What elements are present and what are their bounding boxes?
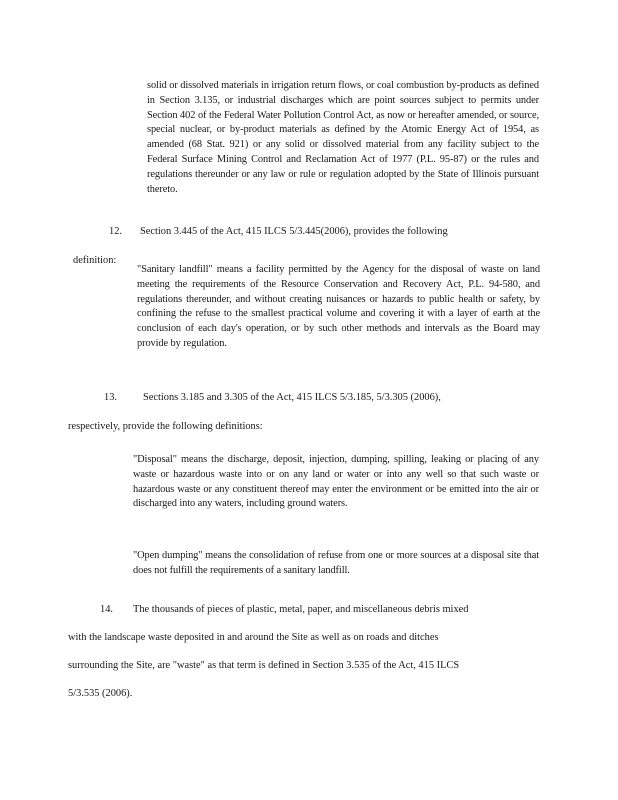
para14-line2: with the landscape waste deposited in and around the Site as well as on roads and ditches — [68, 632, 439, 643]
para12-continuation: definition: — [73, 255, 117, 266]
para14-line1: The thousands of pieces of plastic, metal, paper, and miscellaneous debris mixed — [133, 604, 469, 615]
disposal-definition-quote: "Disposal" means the discharge, deposit, injection, dumping, spilling, leaking or placing of any waste or hazardous waste into or on any land or water or into any well so that such waste or hazardous waste or any constituent thereof may enter the environment or be emitted into the air or discharged into any waters, including ground waters. — [133, 454, 539, 510]
open-dumping-definition-quote: "Open dumping" means the consolidation of refuse from one or more sources at a disposal site that does not fulfill the requirements of a sanitary landfill. — [133, 550, 539, 576]
para12-number: 12. — [109, 226, 122, 237]
para13-text: Sections 3.185 and 3.305 of the Act, 415 ILCS 5/3.185, 5/3.305 (2006), — [143, 392, 441, 403]
para14-line3: surrounding the Site, are "waste" as that term is defined in Section 3.535 of the Act, 415 ILCS — [68, 660, 460, 671]
sanitary-landfill-quote: "Sanitary landfill" means a facility permitted by the Agency for the disposal of waste on land meeting the requirements of the Resource Conservation and Recovery Act, P.L. 94-580, and regulations thereunder, and without creating nuisances or hazards to public health or safety, by confining the refuse to the smallest practical volume and covering it with a layer of earth at the conclusion of each day's operation, or by such other methods and intervals as the Board may provide by regulation. — [137, 264, 540, 349]
para13-continuation: respectively, provide the following definitions: — [68, 421, 263, 432]
continued-quote-block: solid or dissolved materials in irrigation return flows, or coal combustion by-products as defined in Section 3.135, or industrial discharges which are point sources subject to permits under Section 402 of the Federal Water Pollution Control Act, as now or hereafter amended, or source, special nuclear, or by-product materials as defined by the Atomic Energy Act of 1954, as amended (68 Stat. 921) or any solid or dissolved material from any facility subject to the Federal Surface Mining Control and Reclamation Act of 1977 (P.L. 95-87) or the rules and regulations thereunder or any law or rule or regulation adopted by the State of Illinois pursuant thereto. — [147, 80, 539, 195]
para13-number: 13. — [104, 392, 117, 403]
para14-number: 14. — [100, 604, 113, 615]
para14-line4: 5/3.535 (2006). — [68, 688, 133, 699]
para12-text: Section 3.445 of the Act, 415 ILCS 5/3.445(2006), provides the following — [140, 226, 448, 237]
